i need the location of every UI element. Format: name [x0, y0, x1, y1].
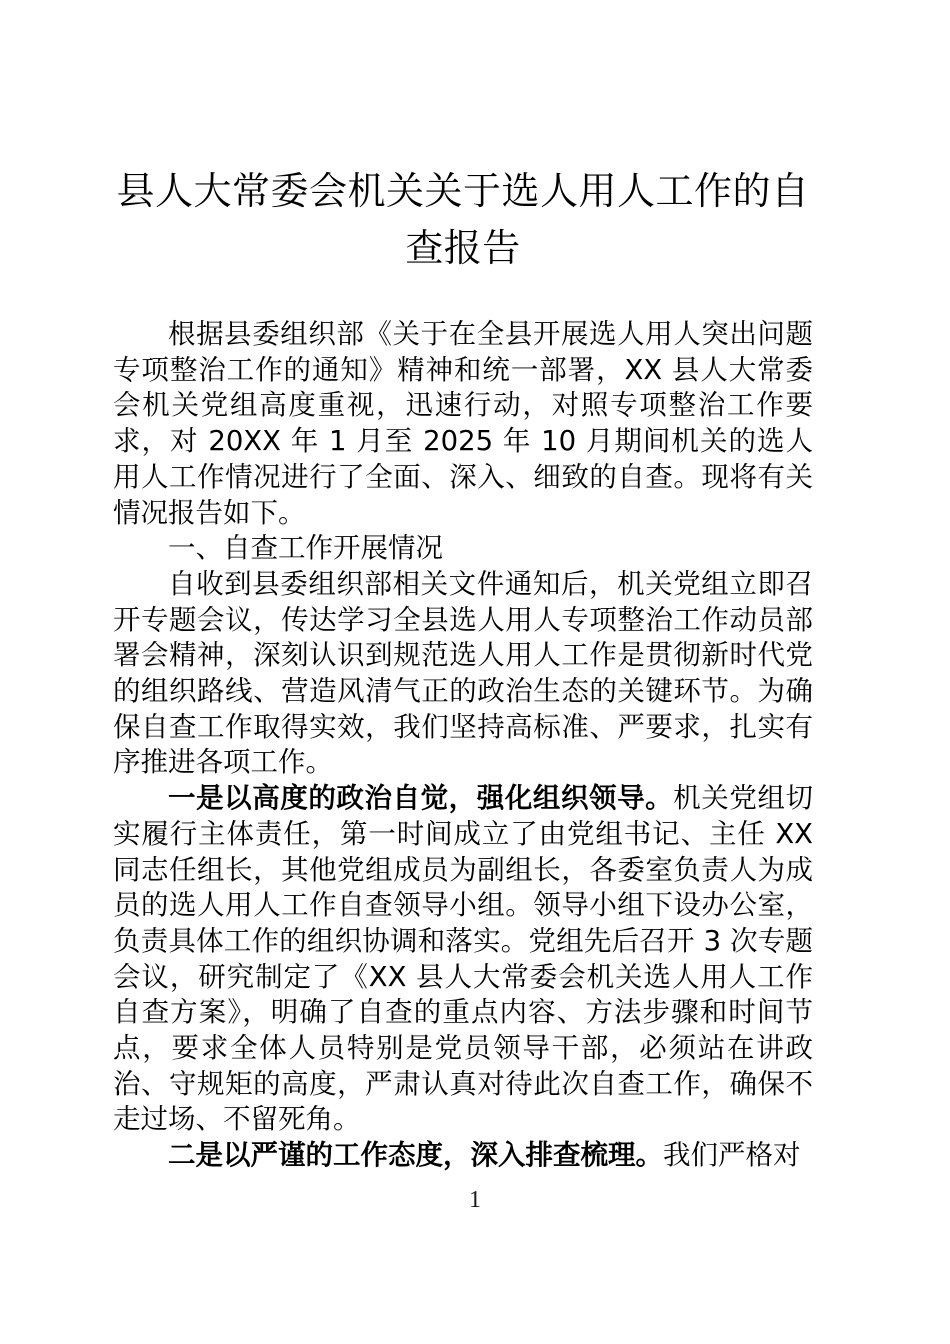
paragraph-point-2-lead: 二是以严谨的工作态度，深入排查梳理。	[168, 1139, 663, 1172]
page-number: 1	[469, 1187, 481, 1213]
paragraph-section-1-body-text: 自收到县委组织部相关文件通知后，机关党组立即召开专题会议，传达学习全县选人用人专项整治工作动员部署会精神，深刻认识到规范选人用人工作是贯彻新时代党的组织路线、营造风清气正的政治生态的关键环节。为确保自查工作取得实效，我们坚持高标准、严要求，扎实有序推进各项工作。	[113, 567, 813, 779]
section-heading-1	[113, 531, 813, 567]
page-title-line-1: 县人大常委会机关关于选人用人工作的自	[116, 169, 810, 213]
page-title	[113, 0, 813, 277]
page-content	[113, 0, 813, 1174]
paragraph-point-1-text: 机关党组切实履行主体责任，第一时间成立了由党组书记、主任 XX 同志任组长，其他党组成员为副组长，各委室负责人为成员的选人用人工作自查领导小组。领导小组下设办公室，负责具体工作的组织协调和落实。党组先后召开 3 次专题会议，研究制定了《XX 县人大常委会机关选人用人工作自查方案》，明确了自查的重点内容、方法步骤和时间节点，要求全体人员特别是党员领导干部，必须站在讲政治、守规矩的高度，严肃认真对待此次自查工作，确保不走过场、不留死角。	[113, 782, 814, 1136]
paragraph-point-2	[113, 1138, 813, 1174]
section-heading-1-text: 一、自查工作开展情况	[168, 532, 443, 565]
paragraph-point-2-text: 我们严格对	[663, 1139, 801, 1172]
paragraph-point-1-lead: 一是以高度的政治自觉，强化组织领导。	[168, 782, 674, 815]
document-body	[113, 317, 813, 1174]
paragraph-intro-text: 根据县委组织部《关于在全县开展选人用人突出问题专项整治工作的通知》精神和统一部署，XX 县人大常委会机关党组高度重视，迅速行动，对照专项整治工作要求，对 20XX 年 1 月至 2025 年 10 月期间机关的选人用人工作情况进行了全面、深入、细致的自查。现将有关情况报告如下。	[113, 318, 813, 529]
paragraph-point-1	[113, 781, 813, 1138]
paragraph-section-1-body	[113, 567, 813, 781]
paragraph-intro	[113, 317, 813, 531]
page-title-line-2: 查报告	[405, 226, 521, 270]
